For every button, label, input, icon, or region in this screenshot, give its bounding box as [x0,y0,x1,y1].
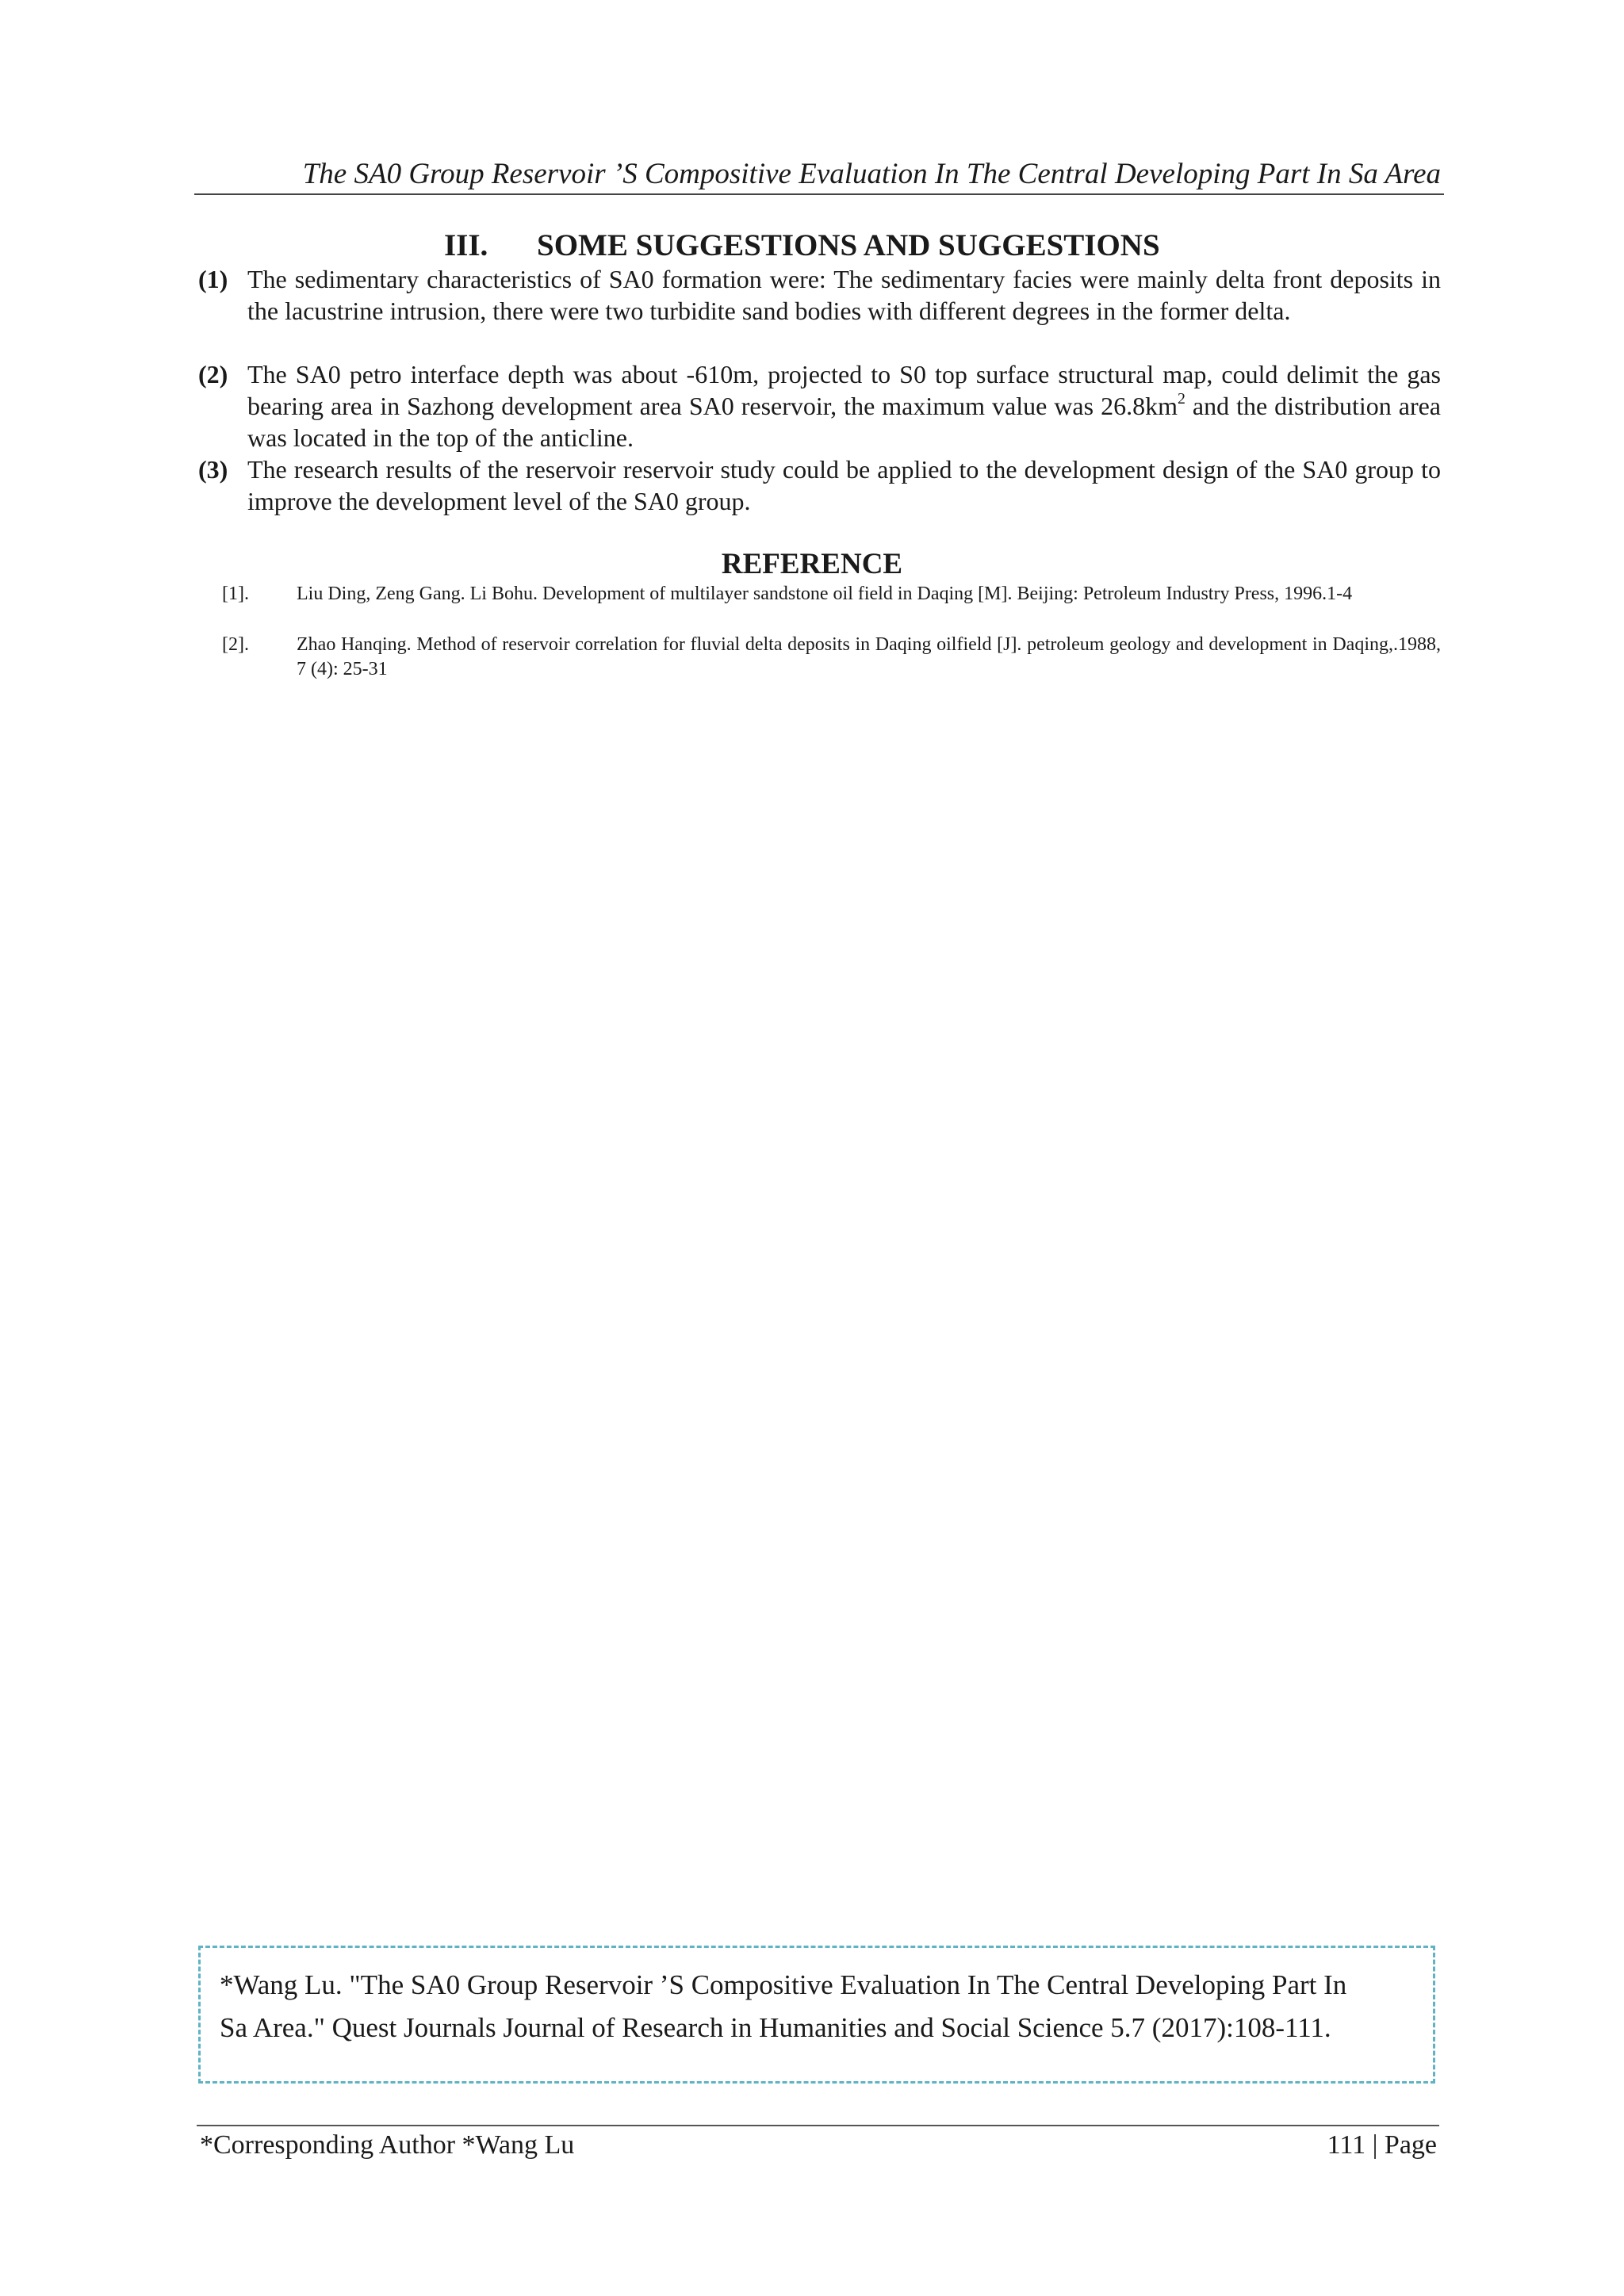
item-text: The research results of the reservoir reservoir study could be applied to the development design of the SA0 group to improve the development level of the SA0 group. [247,455,1441,515]
section-number: III. [444,228,488,262]
item-marker: (3) [198,455,228,484]
references-heading: REFERENCE [721,548,903,580]
suggestion-item [198,263,1441,327]
citation-line: Sa Area." Quest Journals Journal of Research in Humanities and Social Science 5.7 (2017):108-111. [220,2012,1331,2043]
item-text-tail: and the distribution area was located in the top of the anticline. [247,392,1441,452]
running-header: The SA0 Group Reservoir ’S Compositive Evaluation In The Central Developing Part In Sa Area [302,158,1441,190]
reference-marker: [2]. [222,634,249,655]
item-text: The sedimentary characteristics of SA0 formation were: The sedimentary facies were mainly delta front deposits in the lacustrine intrusion, there were two turbidite sand bodies with different degrees in the former delta. [247,265,1441,325]
item-marker: (1) [198,265,228,293]
item-text [247,358,1441,453]
item-marker: (2) [198,360,228,388]
reference-item [222,633,1441,682]
reference-text: Zhao Hanqing. Method of reservoir correlation for fluvial delta deposits in Daqing oilfield [J]. petroleum geology and development in Daqing,.1988, 7 (4): 25-31 [297,634,1441,679]
citation-box [198,1946,1435,2084]
reference-text: Liu Ding, Zeng Gang. Li Bohu. Development of multilayer sandstone oil field in Daqing [M]. Beijing: Petroleum Industry Press, 1996.1-4 [297,584,1353,604]
section-title: SOME SUGGESTIONS AND SUGGESTIONS [537,228,1160,262]
superscript: 2 [1177,390,1185,408]
page-number: 111 | Page [1327,2130,1437,2160]
section-heading [444,228,1160,263]
item-text-main: The SA0 petro interface depth was about -610m, projected to S0 top surface structural map, could delimit the gas bearing area in Sazhong development area SA0 reservoir, the maximum value was 26.8km [247,360,1441,420]
suggestion-item [198,358,1441,453]
reference-marker: [1]. [222,584,249,604]
footer-divider [197,2125,1439,2126]
header-divider [194,193,1444,195]
reference-item [222,582,1441,607]
corresponding-author: *Corresponding Author *Wang Lu [200,2130,575,2160]
citation-line: *Wang Lu. "The SA0 Group Reservoir ’S Compositive Evaluation In The Central Developing Part In [220,1969,1347,2000]
suggestion-item [198,453,1441,517]
